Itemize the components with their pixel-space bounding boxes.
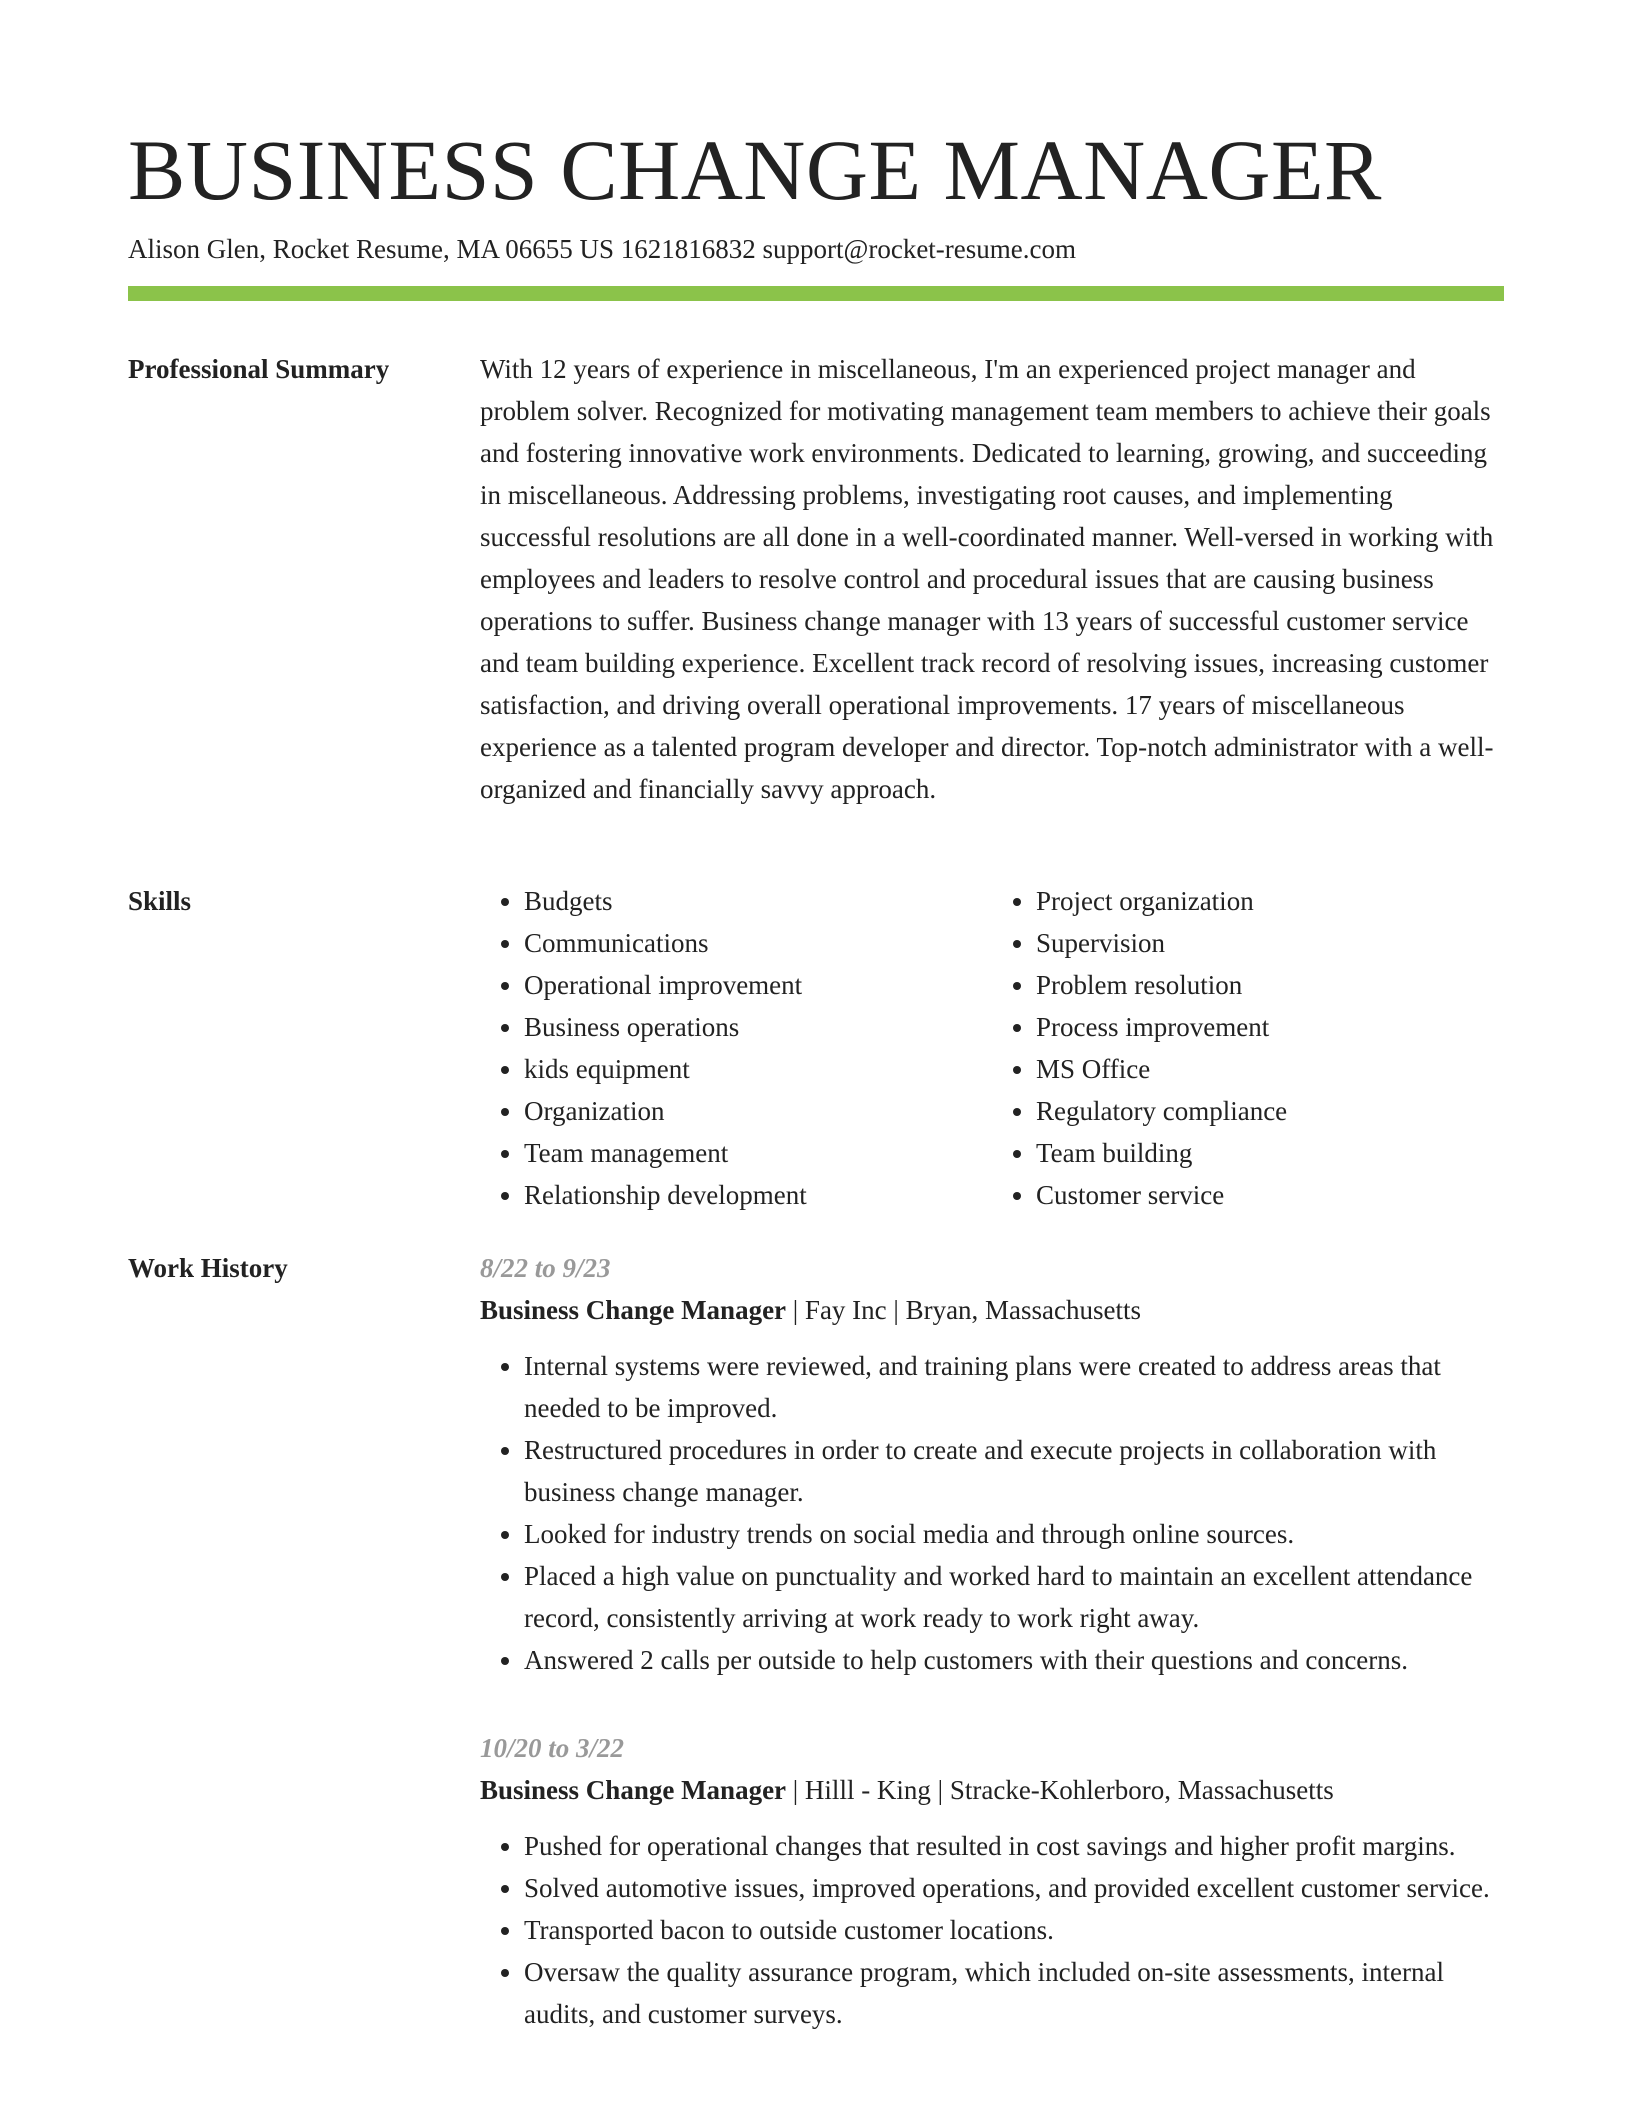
skills-label: Skills (128, 886, 192, 916)
skill-item: • Organization (524, 1090, 992, 1132)
job-bullet: • Looked for industry trends on social media and through online sources. (524, 1513, 1504, 1555)
job-entry (480, 1247, 1504, 1681)
job-bullet-list (480, 1345, 1504, 1681)
skill-item: • Team management (524, 1132, 992, 1174)
skill-item: • Project organization (1036, 880, 1504, 922)
job-bullet: • Pushed for operational changes that resulted in cost savings and higher profit margins. (524, 1825, 1504, 1867)
job-bullet: • Solved automotive issues, improved operations, and provided excellent customer service. (524, 1867, 1504, 1909)
skill-item: • Problem resolution (1036, 964, 1504, 1006)
job-bullet-list (480, 1825, 1504, 2035)
skills-list-right (992, 880, 1504, 1216)
job-bullet: • Oversaw the quality assurance program, which included on-site assessments, internal audits, and customer surveys. (524, 1951, 1504, 2035)
job-dates: 10/20 to 3/22 (480, 1733, 625, 1763)
resume-title: BUSINESS CHANGE MANAGER (128, 122, 1382, 218)
job-heading (480, 1289, 1504, 1331)
skill-item: • Business operations (524, 1006, 992, 1048)
job-bullet: • Placed a high value on punctuality and worked hard to maintain an excellent attendance record, consistently arriving at work ready to work right away. (524, 1555, 1504, 1639)
summary-label: Professional Summary (128, 354, 390, 384)
skills-body (480, 880, 1504, 1216)
job-dates: 8/22 to 9/23 (480, 1253, 611, 1283)
skill-item: • Process improvement (1036, 1006, 1504, 1048)
job-company-location: | Fay Inc | Bryan, Massachusetts (786, 1295, 1142, 1325)
skills-list-left (480, 880, 992, 1216)
job-heading (480, 1769, 1504, 1811)
job-bullet: • Transported bacon to outside customer locations. (524, 1909, 1504, 1951)
skill-item: • Customer service (1036, 1174, 1504, 1216)
work-history-body (480, 1247, 1504, 2081)
job-entry (480, 1727, 1504, 2035)
skill-item: • Budgets (524, 880, 992, 922)
job-bullet: • Restructured procedures in order to create and execute projects in collaboration with business change manager. (524, 1429, 1504, 1513)
job-title: Business Change Manager (480, 1295, 787, 1325)
skill-item: • Relationship development (524, 1174, 992, 1216)
skill-item: • kids equipment (524, 1048, 992, 1090)
job-company-location: | Hilll - King | Stracke-Kohlerboro, Massachusetts (786, 1775, 1334, 1805)
summary-body (480, 348, 1504, 810)
contact-line: Alison Glen, Rocket Resume, MA 06655 US 1621816832 support@rocket-resume.com (128, 234, 1077, 264)
work-history-label: Work History (128, 1253, 288, 1283)
job-bullet: • Answered 2 calls per outside to help customers with their questions and concerns. (524, 1639, 1504, 1681)
job-bullet: • Internal systems were reviewed, and training plans were created to address areas that needed to be improved. (524, 1345, 1504, 1429)
job-title: Business Change Manager (480, 1775, 787, 1805)
skill-item: • Operational improvement (524, 964, 992, 1006)
summary-text: With 12 years of experience in miscellaneous, I'm an experienced project manager and problem solver. Recognized for motivating management team members to achieve their goals and fostering innovative work environments. Dedicated to learning, growing, and succeeding in miscellaneous. Addressing problems, investigating root causes, and implementing successful resolutions are all done in a well-coordinated manner. Well-versed in working with employees and leaders to resolve control and procedural issues that are causing business operations to suffer. Business change manager with 13 years of successful customer service and team building experience. Excellent track record of resolving issues, increasing customer satisfaction, and driving overall operational improvements. 17 years of miscellaneous experience as a talented program developer and director. Top-notch administrator with a well-organized and financially savvy approach. (480, 354, 1494, 804)
skill-item: • Regulatory compliance (1036, 1090, 1504, 1132)
skill-item: • Supervision (1036, 922, 1504, 964)
skill-item: • Team building (1036, 1132, 1504, 1174)
accent-divider (128, 286, 1504, 301)
skill-item: • Communications (524, 922, 992, 964)
skill-item: • MS Office (1036, 1048, 1504, 1090)
